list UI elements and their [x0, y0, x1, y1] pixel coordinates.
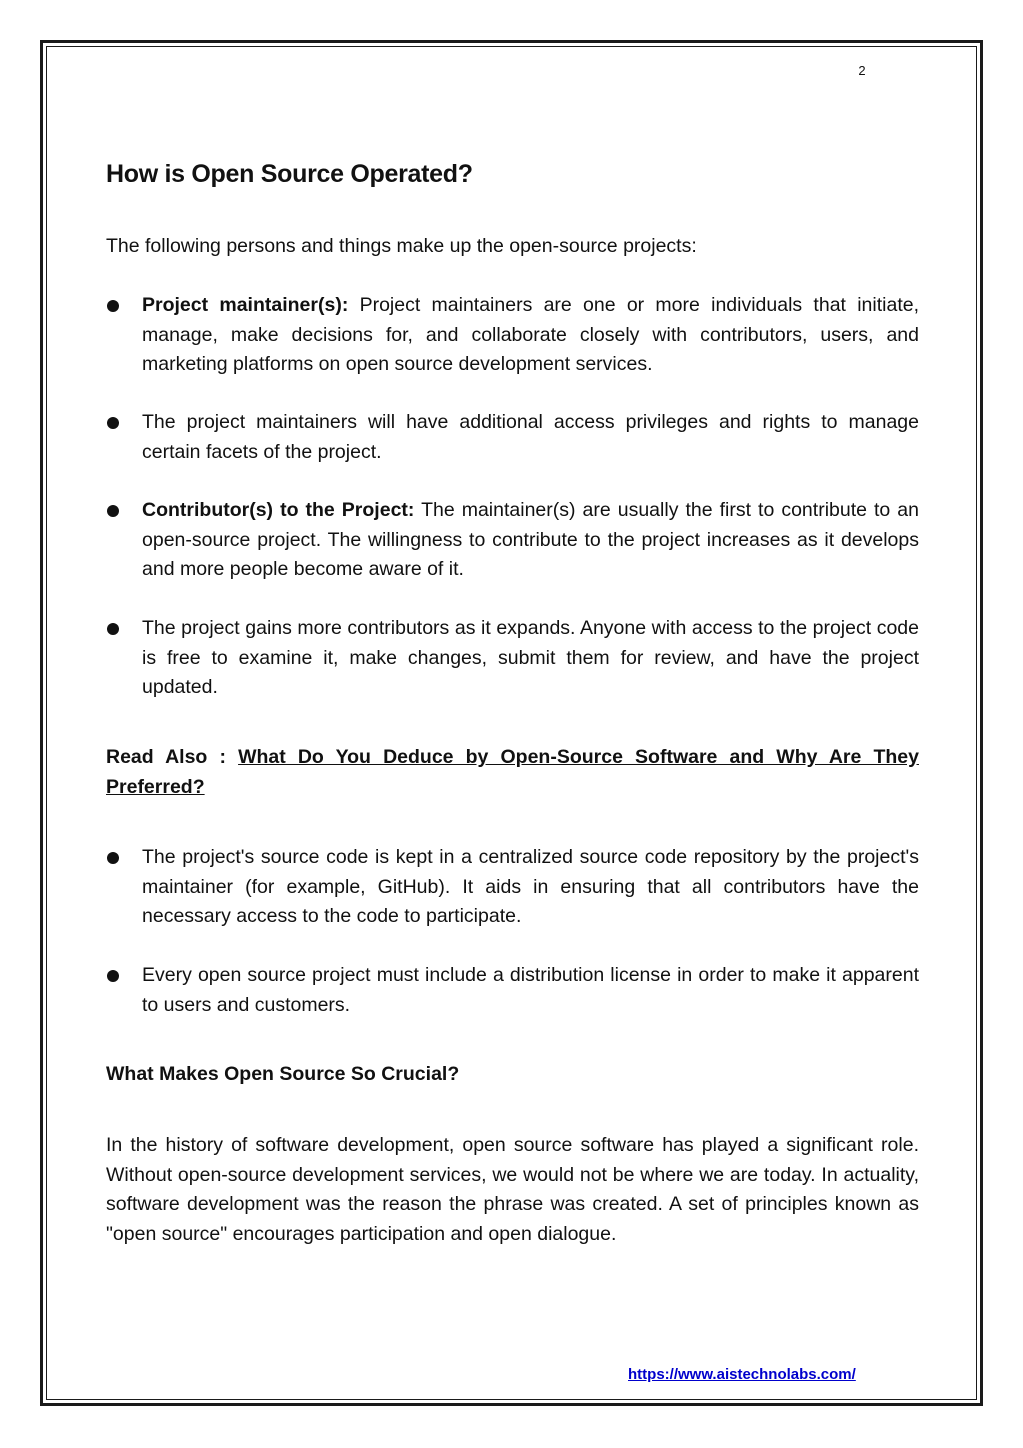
bullet-icon: [107, 623, 119, 635]
bullet-item: [106, 961, 919, 1020]
bullet-text: Every open source project must include a distribution license in order to make it apparent to users and customers.: [142, 964, 919, 1016]
bullet-icon: [107, 505, 119, 517]
closing-paragraph: In the history of software development, open source software has played a significant role. Without open-source development services, we would not be where we are today. In actuality, software development was the reason the phrase was created. A set of principles known as "open source" encourages participation and open dialogue.: [106, 1134, 919, 1245]
bullet-label: Contributor(s) to the Project:: [142, 499, 415, 521]
bullet-item: [106, 408, 919, 467]
page-number: 2: [858, 63, 866, 78]
bullet-item: [106, 496, 919, 585]
bullet-icon: [107, 417, 119, 429]
bullet-text: [142, 496, 919, 585]
bullet-icon: [107, 970, 119, 982]
bullet-text: The project's source code is kept in a centralized source code repository by the project's maintainer (for example, GitHub). It aids in ensuring that all contributors have the necessary access to the code to participate.: [142, 846, 919, 927]
bullet-text: [142, 291, 919, 380]
bullet-icon: [107, 852, 119, 864]
bullet-item: [106, 291, 919, 380]
bullet-body: Project maintainers are one or more individuals that initiate, manage, make decisions for, and collaborate closely with contributors, users, and marketing platforms on open source development services.: [142, 294, 919, 375]
read-also-link[interactable]: What Do You Deduce by Open-Source Software and Why Are They Preferred?: [106, 746, 919, 798]
bullet-item: [106, 614, 919, 703]
read-also-line: [106, 743, 919, 802]
footer-website-link[interactable]: https://www.aistechnolabs.com/: [628, 1366, 856, 1383]
bullet-label: Project maintainer(s):: [142, 294, 349, 316]
bullet-icon: [107, 300, 119, 312]
read-also-prefix: Read Also :: [106, 746, 239, 768]
bullet-body: The maintainer(s) are usually the first to contribute to an open-source project. The willingness to contribute to the project increases as it develops and more people become aware of it.: [142, 499, 919, 580]
bullet-text: The project maintainers will have additional access privileges and rights to manage certain facets of the project.: [142, 411, 919, 463]
section-heading: How is Open Source Operated?: [106, 160, 473, 188]
bullet-text: The project gains more contributors as it expands. Anyone with access to the project code is free to examine it, make changes, submit them for review, and have the project updated.: [142, 617, 919, 698]
subsection-heading: What Makes Open Source So Crucial?: [106, 1063, 460, 1085]
intro-paragraph: The following persons and things make up the open-source projects:: [106, 235, 697, 257]
bullet-item: [106, 843, 919, 932]
